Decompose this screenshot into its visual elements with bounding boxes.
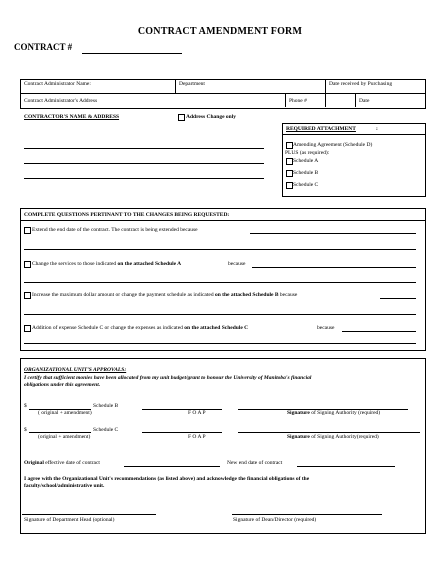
address-change-checkbox[interactable] [178, 114, 185, 121]
q3-reason-line-2[interactable] [24, 314, 416, 315]
schedule-c-foap-label: F O A P [188, 434, 206, 440]
schedule-c-label: Schedule C [293, 182, 319, 188]
q3-checkbox[interactable] [24, 292, 31, 299]
q2-checkbox[interactable] [24, 261, 31, 268]
dept-head-signature-label: Signature of Department Head (optional) [24, 517, 115, 523]
dean-signature-label: Signature of Dean/Director (required) [233, 517, 317, 523]
questions-heading: COMPLETE QUESTIONS PERTINANT TO THE CHANGES BEING REQUESTED: [24, 212, 230, 218]
contractor-line-2[interactable] [24, 163, 264, 164]
q3-text: Increase the maximum dollar amount or change the payment schedule as indicated [32, 292, 215, 298]
form-title: CONTRACT AMENDMENT FORM [137, 26, 303, 37]
original-effective-date-field[interactable] [124, 466, 220, 467]
phone-label: Phone # [289, 98, 307, 104]
contract-number-field[interactable] [82, 53, 182, 54]
q3-reason-field[interactable] [380, 298, 416, 299]
contractor-line-3[interactable] [24, 178, 264, 179]
date-label: Date [359, 98, 370, 104]
schedule-b-foap-field[interactable] [142, 409, 222, 410]
amending-agreement-label: Amending Agreement (Schedule D) [293, 142, 373, 148]
schedule-c-checkbox[interactable] [286, 182, 293, 189]
q1-reason-line-2[interactable] [24, 249, 416, 250]
q2-reason-field[interactable] [252, 267, 416, 268]
schedule-c-signature-field[interactable] [238, 432, 420, 433]
schedule-b-foap-label: F O A P [188, 410, 206, 416]
q1-text: Extend the end date of the contract. The contract is being extended because [32, 227, 198, 233]
admin-address-label: Contract Administrator's Address [24, 98, 98, 104]
q4-text: Addition of expense Schedule C or change the expenses as indicated [32, 325, 185, 331]
attachment-heading: REQUIRED ATTACHMENT [286, 126, 356, 132]
q1-checkbox[interactable] [24, 227, 31, 234]
amending-agreement-checkbox[interactable] [286, 142, 293, 149]
schedule-a-checkbox[interactable] [286, 158, 293, 165]
dean-signature-field[interactable] [232, 514, 382, 515]
approvals-heading: ORGANIZATIONAL UNIT'S APPROVALS: [24, 367, 127, 373]
schedule-b-label: Schedule B [293, 170, 319, 176]
admin-name-label: Contract Administrator Name: [24, 81, 91, 87]
agree-text: I agree with the Organizational Unit's recommendations (as listed above) and acknowledge the financial obligations of the [24, 476, 310, 482]
q2-reason-line-2[interactable] [24, 282, 416, 283]
schedule-b-amount-label: Schedule B [93, 403, 119, 409]
new-end-date-field[interactable] [297, 466, 395, 467]
q1-reason-field[interactable] [250, 233, 416, 234]
schedule-c-amount-label: Schedule C [93, 427, 119, 433]
contractor-heading: CONTRACTOR'S NAME & ADDRESS [24, 114, 120, 120]
contractor-line-1[interactable] [24, 148, 264, 149]
plus-as-required-label: PLUS (as required): [285, 150, 330, 156]
q4-reason-field[interactable] [342, 331, 416, 332]
q4-reason-line-2[interactable] [24, 343, 416, 344]
schedule-b-checkbox[interactable] [286, 170, 293, 177]
schedule-c-foap-field[interactable] [142, 432, 222, 433]
schedule-c-amount-field[interactable] [29, 432, 91, 433]
date-received-label: Date received by Purchasing [329, 81, 393, 87]
original-effective-date-label: Original effective date of contract [24, 460, 100, 466]
new-end-date-label: New end date of contract [227, 460, 283, 466]
schedule-a-label: Schedule A [293, 158, 319, 164]
address-change-label: Address Change only [186, 114, 237, 120]
q2-text: Change the services to those indicated [32, 261, 118, 267]
department-label: Department [179, 81, 205, 87]
q4-checkbox[interactable] [24, 325, 31, 332]
certify-text: I certify that sufficient monies have been allocated from my unit budget/grant to honour the University of Manitoba's financial [24, 375, 312, 381]
contract-number-label: CONTRACT # [14, 42, 73, 52]
dept-head-signature-field[interactable] [22, 514, 156, 515]
